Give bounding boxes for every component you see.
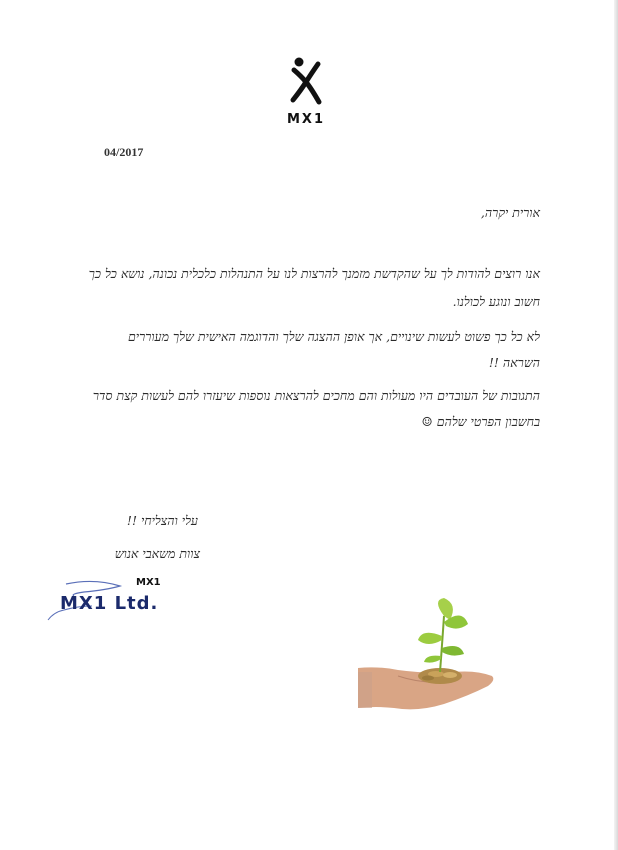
- scan-edge: [614, 0, 618, 850]
- letter-date: 04/2017: [104, 145, 144, 159]
- paragraph-3-line-2: בחשבון הפרטי שלהם ☺: [421, 414, 540, 429]
- paragraph-1-line-1: אנו רוצים להודות לך על שהקדשת מזמנך להרצות לנו על התנהלות כלכלית נכונה, נושא כל כך: [88, 266, 540, 281]
- paragraph-2-line-1: לא כל כך פשוט לעשות שינויים, אך אופן ההצגה שלך והדוגמה האישית שלך מעוררים: [128, 329, 540, 344]
- signature-team: צוות משאבי אנוש: [114, 546, 200, 561]
- company-logo: [276, 56, 336, 127]
- paragraph-2-line-2: השראה !!: [488, 355, 540, 370]
- stamp-small-text: MX1: [136, 577, 161, 588]
- paragraph-3-line-1: התגובות של העובדים היו מעולות והם מחכים להרצאות נוספות שיעזרו להם לעשות קצת סדר: [92, 388, 540, 403]
- hand-with-plant-image: [358, 596, 498, 716]
- paragraph-1-line-2: חשוב ונוגע לכולנו.: [452, 294, 540, 309]
- logo-text: MX1: [286, 112, 325, 127]
- greeting: אורית יקרה,: [480, 205, 540, 220]
- closing-line: עלי והצליחי !!: [126, 513, 198, 528]
- company-stamp: MX1 Ltd.: [60, 593, 159, 614]
- mx1-figure-icon: [289, 56, 323, 106]
